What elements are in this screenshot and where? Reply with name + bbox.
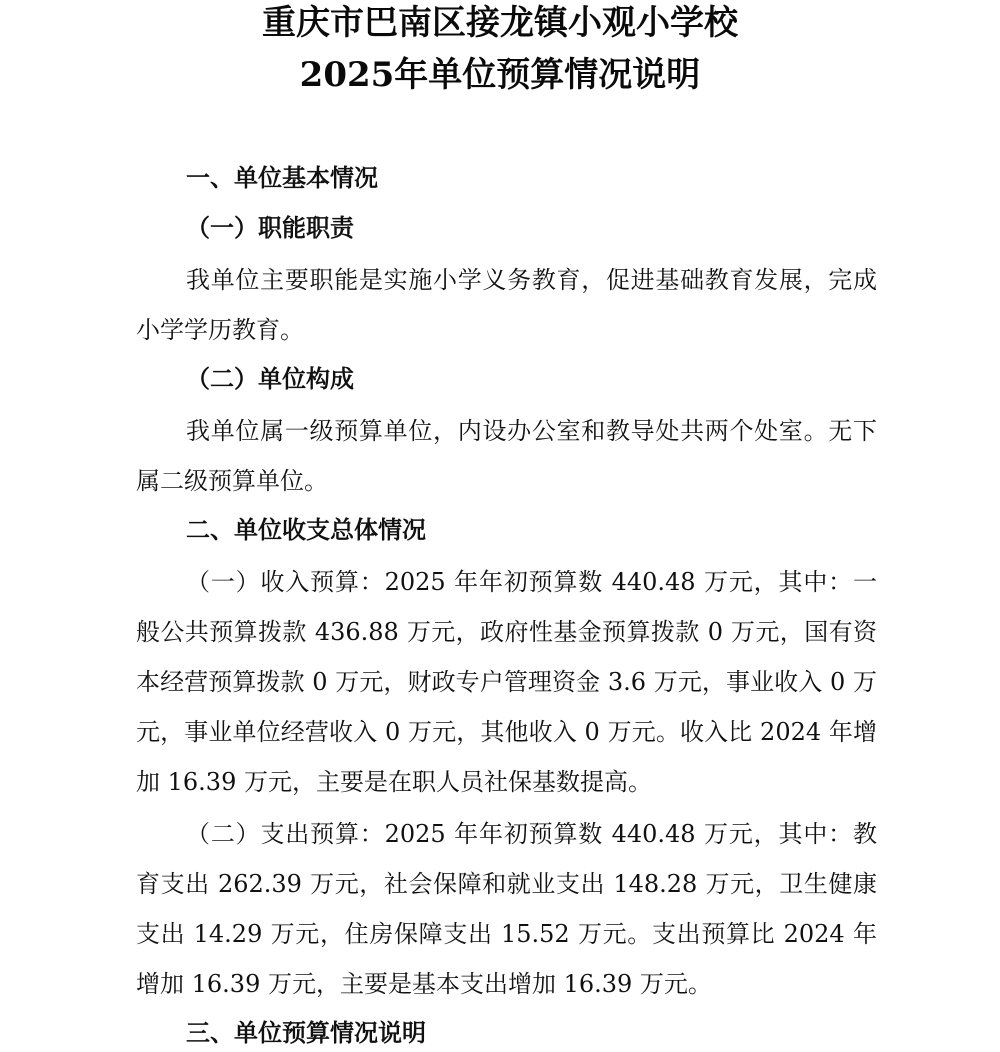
expense-text: 2025 年年初预算数 440.48 万元，其中：教育支出 262.39 万元，社会保障和就业支出 148.28 万元，卫生健康支出 14.29 万元，住房保障支出 15.52 万元。支出预算比 2024 年增加 16.39 万元，主要是基本支出增加 16.39 万元。: [136, 820, 877, 998]
section3-heading: 三、单位预算情况说明: [186, 1018, 426, 1047]
document-title-line1: 重庆市巴南区接龙镇小观小学校: [262, 3, 738, 43]
section2-income-paragraph: [136, 557, 877, 807]
section1-heading: 一、单位基本情况: [186, 163, 378, 192]
section2-heading: 二、单位收支总体情况: [186, 515, 426, 544]
section1-sub1-heading: （一）职能职责: [186, 213, 354, 242]
income-text: 2025 年年初预算数 440.48 万元，其中：一般公共预算拨款 436.88 万元，政府性基金预算拨款 0 万元，国有资本经营预算拨款 0 万元，财政专户管理资金 3.6 万元，事业收入 0 万元，事业单位经营收入 0 万元，其他收入 0 万元。收入比 2024 年增加 16.39 万元，主要是在职人员社保基数提高。: [136, 568, 877, 796]
section2-expense-paragraph: [136, 809, 877, 1009]
section1-sub1-paragraph: 我单位主要职能是实施小学义务教育，促进基础教育发展，完成小学学历教育。: [136, 266, 877, 344]
expense-lead: （二）支出预算：: [186, 820, 385, 848]
income-lead: （一）收入预算：: [186, 568, 385, 596]
section1-sub2-heading: （二）单位构成: [186, 364, 354, 393]
section1-sub2-paragraph: 我单位属一级预算单位，内设办公室和教导处共两个处室。无下属二级预算单位。: [136, 417, 877, 495]
document-title-line2: 2025年单位预算情况说明: [299, 55, 701, 95]
